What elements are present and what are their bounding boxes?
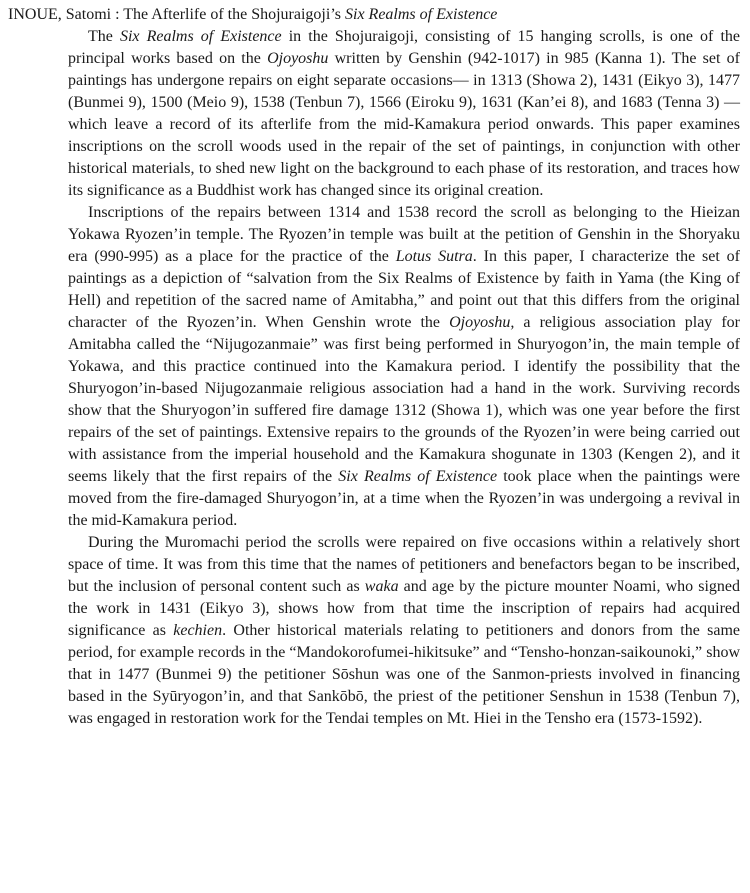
p2-s6: took place when the paintings were moved from the fire-damaged Shuryogon’in, at a time when the Ryozen’in was undergoing a revival in the mid-Kamakura period. (68, 468, 740, 529)
p3-s1: waka (364, 578, 399, 595)
p2-s1: Lotus Sutra (395, 248, 473, 265)
p1-s1: Six Realms of Existence (119, 28, 282, 45)
article-title: The Afterlife of the Shojuraigoji’s (123, 6, 345, 23)
author-name: INOUE, Satomi (8, 6, 112, 23)
p1-s2: in the Shojuraigoji, consisting of 15 hanging scrolls, is one of the principal works based on the (68, 28, 741, 67)
article-title-italic: Six Realms of Existence (345, 6, 498, 23)
p1-s0: The (88, 28, 120, 45)
p3-s0: During the Muromachi period the scrolls were repaired on five occasions within a relatively short space of time. It was from this time that the names of petitioners and benefactors began to be inscribed, but the inclusion of personal content such as (68, 534, 740, 595)
p3-s4: . Other historical materials relating to petitioners and donors from the same period, for example records in the “Mandokorofumei-hikitsuke” and “Tensho-honzan-saikounoki,” show that in 1477 (Bunmei 9) the petitioner Sōshun was one of the Sanmon-priests involved in financing based in the Syūryogon’in, and that Sankōbō, the priest of the petitioner Senshun in 1538 (Tenbun 7), was engaged in restoration work for the Tendai temples on Mt. Hiei in the Tensho era (1573-1592). (68, 622, 741, 727)
p2-s3: Ojoyoshu, (449, 314, 515, 331)
paragraph-2 (68, 202, 740, 532)
p1-s3: Ojoyoshu (267, 50, 329, 67)
p2-s4: a religious association play for Amitabha called the “Nijugozanmaie” was first being performed in Shuryogon’in, the main temple of Yokawa, and this practice continued into the Kamakura period. I identify the possibility that the Shuryogon’in-based Nijugozanmaie religious association had a hand in the work. Surviving records show that the Shuryogon’in suffered fire damage 1312 (Showa 1), which was one year before the first repairs of the set of paintings. Extensive repairs to the grounds of the Ryozen’in were being carried out with assistance from the imperial household and the Kamakura shogunate in 1303 (Kengen 2), and it seems likely that the first repairs of the (68, 314, 740, 485)
paragraph-1 (68, 26, 740, 202)
p1-s4: written by Genshin (942-1017) in 985 (Kanna 1). The set of paintings has undergone repairs on eight separate occasions— in 1313 (Showa 2), 1431 (Eikyo 3), 1477 (Bunmei 9), 1500 (Meio 9), 1538 (Tenbun 7), 1566 (Eiroku 9), 1631 (Kan’ei 8), and 1683 (Tenna 3) — which leave a record of its afterlife from the mid-Kamakura period onwards. This paper examines inscriptions on the scroll woods used in the repair of the set of paintings, in conjunction with other historical materials, to shed new light on the background to each phase of its restoration, and traces how its significance as a Buddhist work has changed since its original creation. (68, 50, 740, 199)
article-heading (8, 4, 740, 26)
p2-s0: Inscriptions of the repairs between 1314 and 1538 record the scroll as belonging to the Hieizan Yokawa Ryozen’in temple. The Ryozen’in temple was built at the petition of Genshin in the Shoryaku era (990-995) as a place for the practice of the (68, 204, 740, 265)
p2-s5: Six Realms of Existence (338, 468, 498, 485)
heading-separator: : (111, 6, 124, 23)
p3-s2: and age by the picture mounter Noami, who signed the work in 1431 (Eikyo 3), shows how from that time the inscription of repairs had acquired significance as (68, 578, 741, 639)
p2-s2: . In this paper, I characterize the set of paintings as a depiction of “salvation from the Six Realms of Existence by faith in Yama (the King of Hell) and repetition of the sacred name of Amitabha,” and point out that this differs from the original character of the Ryozen’in. When Genshin wrote the (68, 248, 740, 331)
abstract-body (8, 26, 740, 730)
paragraph-3 (68, 532, 740, 730)
p3-s3: kechien (173, 622, 223, 639)
